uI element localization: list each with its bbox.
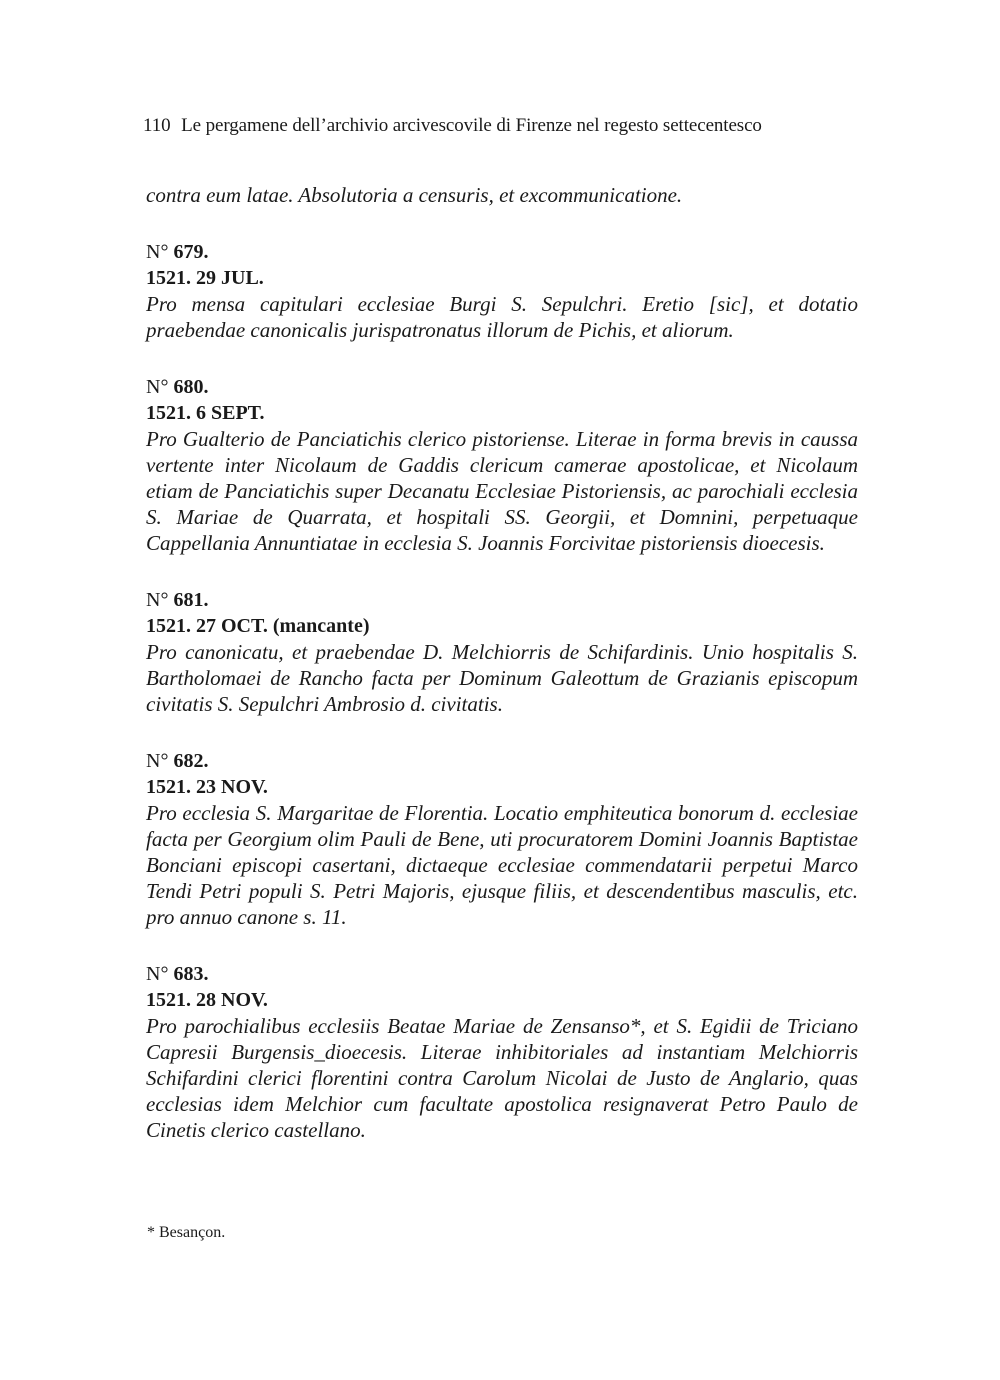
running-title: Le pergamene dell’archivio arcivescovile di Firenze nel regesto settecentesco xyxy=(181,115,762,136)
running-head xyxy=(143,114,762,138)
entry-date: 1521. 27 OCT. (mancante) xyxy=(146,615,370,637)
entry-text: Pro mensa capitulari ecclesiae Burgi S. Sepulchri. Eretio [sic], et dotatio praebendae canonicalis jurispatronatus illorum de Pichis, et aliorum. xyxy=(146,292,858,342)
entry-date: 1521. 28 NOV. xyxy=(146,989,268,1011)
entry-number xyxy=(146,961,858,987)
entry-679 xyxy=(146,239,858,343)
entry-number-value: 680. xyxy=(173,376,209,398)
entry-date: 1521. 6 SEPT. xyxy=(146,402,265,424)
entry-number xyxy=(146,239,858,265)
footnote: * Besançon. xyxy=(147,1224,226,1241)
entry-683 xyxy=(146,961,858,1143)
entry-number xyxy=(146,748,858,774)
entry-682 xyxy=(146,748,858,930)
entry-number-value: 681. xyxy=(173,589,209,611)
entry-number-value: 683. xyxy=(173,963,209,985)
entry-number-value: 679. xyxy=(173,241,209,263)
continuation-text: contra eum latae. Absolutoria a censuris, et excommunicatione. xyxy=(146,183,683,207)
entry-number-prefix: N° xyxy=(146,750,169,772)
page-number: 110 xyxy=(143,115,171,136)
entry-680 xyxy=(146,374,858,556)
entry-text: Pro Gualterio de Panciatichis clerico pistoriense. Literae in forma brevis in caussa vertente inter Nicolaum de Gaddis clericum camerae apostolicae, et Nicolaum etiam de Panciatichis super Decanatu Ecclesiae Pistoriensis, ac parochiali ecclesia S. Mariae de Quarrata, et hospitali SS. Georgii, et Domnini, perpetuaque Cappellania Annuntiatae in ecclesia S. Joannis Forcivitae pistoriensis dioecesis. xyxy=(146,427,858,555)
entry-date: 1521. 29 JUL. xyxy=(146,267,264,289)
body-text xyxy=(146,182,858,1143)
entry-number xyxy=(146,587,858,613)
entry-number-prefix: N° xyxy=(146,376,169,398)
entry-number-prefix: N° xyxy=(146,241,169,263)
entry-number xyxy=(146,374,858,400)
entry-text: Pro canonicatu, et praebendae D. Melchiorris de Schifardinis. Unio hospitalis S. Bartholomaei de Rancho facta per Dominum Galeottum de Grazianis episcopum civitatis S. Sepulchri Ambrosio d. civitatis. xyxy=(146,640,858,716)
entry-date: 1521. 23 NOV. xyxy=(146,776,268,798)
entry-681 xyxy=(146,587,858,717)
entry-number-value: 682. xyxy=(173,750,209,772)
entry-text: Pro ecclesia S. Margaritae de Florentia. Locatio emphiteutica bonorum d. ecclesiae facta per Georgium olim Pauli de Bene, uti procuratorem Domini Joannis Baptistae Bonciani episcopi casertani, dictaeque ecclesiae commendatarii perpetui Marco Tendi Petri populi S. Petri Majoris, ejusque filiis, et descendentibus masculis, etc. pro annuo canone s. 11. xyxy=(146,801,858,929)
entry-number-prefix: N° xyxy=(146,963,169,985)
entry-number-prefix: N° xyxy=(146,589,169,611)
entry-text: Pro parochialibus ecclesiis Beatae Mariae de Zensanso*, et S. Egidii de Triciano Capresii Burgensis_dioecesis. Literae inhibitoriales ad instantiam Melchiorris Schifardini clerici florentini contra Carolum Nicolai de Justo de Anglario, quas ecclesias idem Melchior cum facultate apostolica resignaverat Petro Paulo de Cinetis clerico castellano. xyxy=(146,1014,858,1142)
